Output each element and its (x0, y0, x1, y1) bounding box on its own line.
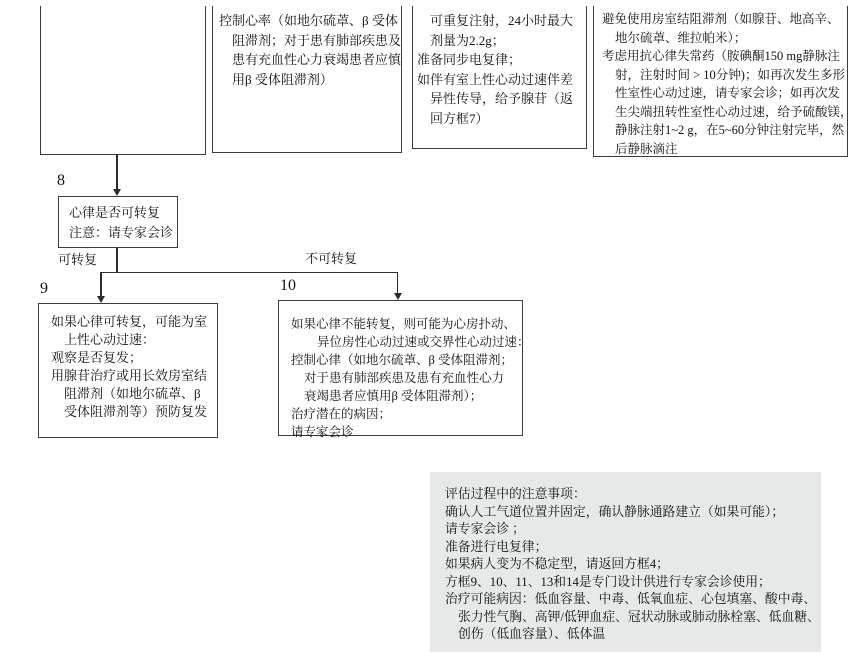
note-line: 请专家会诊 ； (445, 522, 525, 536)
text-line: 阻滞剂；对于患有肺部疾患及 (232, 32, 402, 48)
text-line: 准备同步电复律； (417, 52, 522, 67)
connector-to-box10 (397, 272, 399, 295)
text-line: 对于患有肺部疾患及患有充血性心力 (304, 371, 505, 385)
text-line: 阻滞剂（如地尔硫䓬、β (64, 386, 201, 401)
connector-to-box9 (100, 272, 102, 298)
text-line: 异性传导，给予腺苷（返 (430, 91, 574, 106)
note-line: 准备进行电复律； (445, 539, 548, 554)
connector-branch-rail (100, 272, 398, 274)
text-line: 射，注射时间 > 10分钟)；如再次发生多形 (615, 67, 845, 82)
flow-box-10 (278, 300, 530, 439)
text-line: 受体阻滞剂等）预防复发 (64, 404, 208, 419)
text-line: 可重复注射，24小时最大 (430, 13, 574, 28)
box9-number-label: 9 (40, 280, 48, 297)
note-line: 治疗可能病因：低血容量、中毒、低氧血症、心包填塞、酸中毒、 (445, 592, 817, 606)
branch-label-convertible: 可转复 (58, 252, 98, 267)
flow-box-3 (412, 6, 587, 149)
flow-box-1 (40, 6, 206, 155)
text-line: 衰竭患者应慎用β 受体阻滞剂）； (304, 389, 483, 403)
text-line: 如果心律可转复，可能为室 (51, 314, 208, 329)
text-line: 如果心律不能转复，则可能为心房扑动、 (291, 317, 517, 331)
text-line: 剂量为2.2g； (430, 32, 505, 48)
box8-number-label: 8 (57, 172, 65, 189)
text-line: 性室性心动过速，请专家会诊；如再次发 (615, 86, 841, 100)
note-title: 评估过程中的注意事项： (445, 487, 586, 501)
arrow-down-icon (394, 293, 402, 300)
text-line: 用腺苷治疗或用长效房室结 (51, 368, 208, 383)
arrow-down-icon (97, 296, 105, 303)
branch-label-not-convertible: 不可转复 (305, 251, 358, 266)
connector-box8-down (116, 248, 118, 273)
text-line: 生尖端扭转性室性心动过速，给予硫酸镁， (615, 104, 853, 119)
note-line: 方框9、10、11、13和14是专门设计供进行专家会诊使用； (445, 574, 771, 589)
flow-box-8 (58, 196, 178, 248)
text-line: 观察是否复发； (51, 350, 143, 365)
text-line: 上性心动过速： (64, 332, 156, 347)
note-line: 张力性气胸、高钾/低钾血症、冠状动脉或肺动脉栓塞、低血糖、 (458, 609, 820, 624)
arrow-down-icon (113, 189, 121, 196)
flow-box-9 (38, 303, 218, 438)
text-line: 控制心律（如地尔硫䓬、β 受体阻滞剂； (291, 353, 513, 367)
text-line: 患有充血性心力衰竭患者应慎 (232, 52, 402, 67)
text-line: 后静脉滴注 (615, 141, 678, 156)
text-line: 异位房性心动过速或交界性心动过速： (317, 335, 530, 349)
box10-number-label: 10 (280, 277, 296, 294)
text-line: 控制心率（如地尔硫䓬、β 受体 (219, 13, 398, 28)
flow-box-2 (212, 6, 402, 153)
note-line: 如果病人变为不稳定型，请返回方框4； (445, 557, 669, 571)
flow-box-4 (593, 6, 853, 157)
text-line: 回方框7） (430, 110, 489, 126)
text-line: 请专家会诊 (291, 425, 354, 439)
note-box (430, 472, 821, 652)
text-line: 考虑用抗心律失常药（胺碘酮150 mg静脉注 (602, 49, 840, 63)
text-line: 如伴有室上性心动过速伴差 (417, 71, 574, 87)
text-line: 避免使用房室结阻滞剂（如腺苷、地高辛、 (602, 12, 840, 26)
connector-box1-to-box8 (116, 155, 118, 190)
text-line: 地尔硫䓬、维拉帕米）； (615, 30, 747, 45)
text-line: 静脉注射1~2 g，在5~60分钟注射完毕，然 (615, 123, 845, 137)
text-line: 用β 受体阻滞剂） (232, 71, 333, 87)
text-line: 注意：请专家会诊 (69, 225, 174, 240)
note-line: 确认人工气道位置并固定，确认静脉通路建立（如果可能）； (445, 504, 785, 519)
text-line: 心律是否可转复 (69, 205, 161, 220)
text-line: 治疗潜在的病因； (291, 407, 392, 421)
note-line: 创伤（低血容量）、低体温 (458, 627, 606, 641)
